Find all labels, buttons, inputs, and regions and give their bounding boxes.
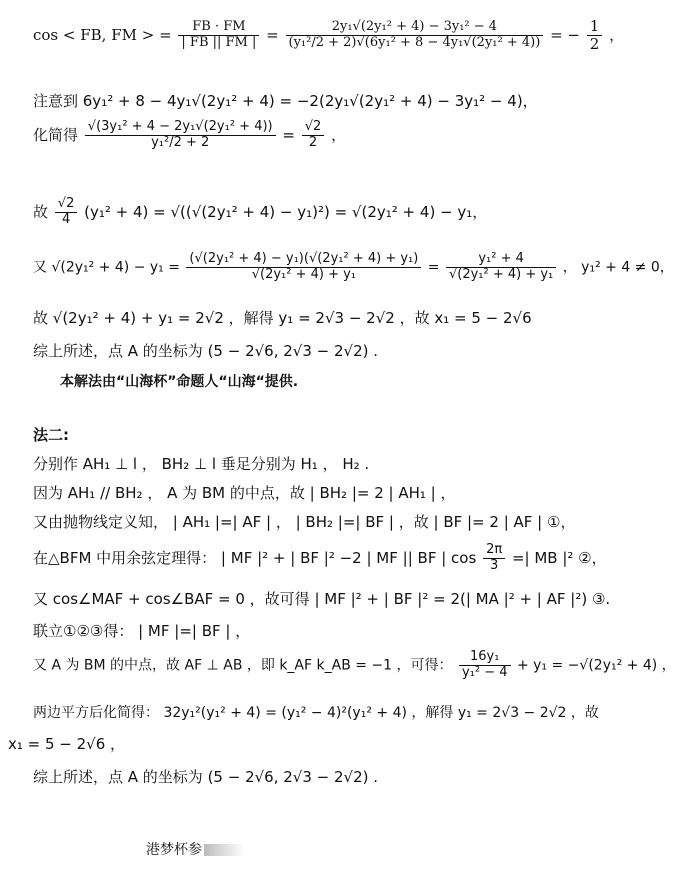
slopes-den: y₁² − 4 [461, 664, 508, 680]
rationalize-1-num: (√(2y₁² + 4) − y₁)(√(2y₁² + 4) + y₁) [186, 252, 421, 268]
half-num: 1 [587, 18, 603, 36]
root2-quarter-den: 4 [61, 211, 71, 227]
equation-rationalize [33, 252, 674, 283]
equals-sign: = [266, 25, 279, 44]
therefore-prefix: 故 [33, 202, 49, 221]
expanded-fraction-den: (y₁²/2 + 2)√(6y₁² + 8 − 4y₁√(2y₁² + 4)) [288, 35, 541, 51]
equation-slopes [33, 650, 676, 681]
equation-cosine-law [33, 543, 607, 574]
result-prefix: = − [550, 25, 580, 44]
root2-half [302, 120, 325, 151]
rationalize-fraction-2 [446, 252, 556, 283]
root2-den: 2 [308, 134, 318, 150]
text-line-cos-sum: 又 cos∠MAF + cos∠BAF = 0 ，故可得 | MF |² + | BF |² = 2(| MA |² + | AF |²) ③. [33, 590, 611, 608]
slopes-end: + y₁ = −√(2y₁² + 4) ， [516, 657, 676, 674]
text-line-summary-1: 综上所述，点 A 的坐标为 (5 − 2√6, 2√3 − 2√2) . [33, 342, 379, 360]
text-line-square: 两边平方后化简得： 32y₁²(y₁² + 4) = (y₁² − 4)²(y₁² + 4) ，解得 y₁ = 2√3 − 2√2 ，故 [33, 705, 599, 721]
text-line-note: 注意到 6y₁² + 8 − 4y₁√(2y₁² + 4) = −2(2y₁√(2y₁² + 4) − 3y₁² − 4)， [33, 92, 538, 110]
slopes-num: 16y₁ [459, 650, 511, 666]
half-fraction [587, 18, 603, 54]
line-end: ， [331, 125, 347, 144]
rationalize-fraction-1 [186, 252, 421, 283]
text-line-x1: x₁ = 5 − 2√6 ， [8, 735, 126, 753]
cosine-law-end: =| MB |² ②， [511, 548, 607, 567]
rationalize-2-num: y₁² + 4 [446, 252, 556, 268]
cos-lhs: cos < FB, FM > = [33, 25, 172, 44]
root2-quarter-num: √2 [55, 197, 78, 213]
text-line-combine: 联立①②③得： | MF |=| BF | ， [33, 622, 251, 640]
text-line-definition: 又由抛物线定义知， | AH₁ |=| AF | ， | BH₂ |=| BF | ，故 | BF |= 2 | AF | ①， [33, 513, 576, 531]
cosine-law-prefix: 在△BFM 中用余弦定理得： | MF |² + | BF |² −2 | MF || BF | cos [33, 548, 477, 567]
text-line-parallel: 因为 AH₁ // BH₂ ， A 为 BM 的中点，故 | BH₂ |= 2 | AH₁ | ， [33, 484, 456, 502]
expanded-fraction [286, 20, 544, 51]
text-line-summary-2: 综上所述，点 A 的坐标为 (5 − 2√6, 2√3 − 2√2) . [33, 768, 379, 786]
footer-text: 港梦杯参 [146, 842, 202, 858]
text-line-solve: 故 √(2y₁² + 4) + y₁ = 2√2 ，解得 y₁ = 2√3 − 2√2 ，故 x₁ = 5 − 2√6 [33, 309, 532, 327]
two-pi-num: 2π [483, 543, 505, 559]
rationalize-1-den: √(2y₁² + 4) + y₁ [251, 266, 357, 282]
slopes-prefix: 又 A 为 BM 的中点，故 AF ⊥ AB ，即 k_AF k_AB = −1 ，可得： [33, 657, 453, 674]
therefore-rest: (y₁² + 4) = √((√(2y₁² + 4) − y₁)²) = √(2y₁² + 4) − y₁， [84, 202, 488, 221]
rationalize-prefix: 又 √(2y₁² + 4) − y₁ = [33, 259, 180, 276]
vector-fraction-num: FB · FM [178, 20, 259, 36]
two-pi-den: 3 [489, 557, 499, 573]
rationalize-end: ， y₁² + 4 ≠ 0， [562, 259, 674, 276]
equation-therefore [33, 197, 487, 228]
line-end: ， [609, 25, 625, 44]
section-heading-method-2: 法二: [33, 426, 69, 444]
slopes-fraction [459, 650, 511, 681]
equation-simplified [33, 120, 346, 151]
equation-cos-angle [33, 18, 624, 54]
two-pi-third [483, 543, 505, 574]
root2-num: √2 [302, 120, 325, 136]
equals-sign: = [427, 259, 440, 276]
text-line-credit: 本解法由“山海杯”命题人“山海“提供. [60, 374, 299, 390]
equals-sign: = [282, 125, 295, 144]
vector-fraction-den: | FB || FM | [181, 35, 257, 51]
simplified-num: √(3y₁² + 4 − 2y₁√(2y₁² + 4)) [85, 120, 276, 136]
half-den: 2 [589, 35, 600, 54]
simplify-prefix: 化简得 [33, 125, 79, 144]
simplified-fraction [85, 120, 276, 151]
fade-overlay [204, 844, 244, 856]
footer-watermark [146, 842, 244, 859]
root2-quarter [55, 197, 78, 228]
expanded-fraction-num: 2y₁√(2y₁² + 4) − 3y₁² − 4 [286, 20, 544, 36]
vector-fraction [178, 20, 259, 51]
simplified-den: y₁²/2 + 2 [151, 134, 210, 150]
rationalize-2-den: √(2y₁² + 4) + y₁ [448, 266, 554, 282]
text-line-perpendiculars: 分别作 AH₁ ⊥ l ， BH₂ ⊥ l 垂足分别为 H₁ ， H₂ . [33, 455, 370, 473]
